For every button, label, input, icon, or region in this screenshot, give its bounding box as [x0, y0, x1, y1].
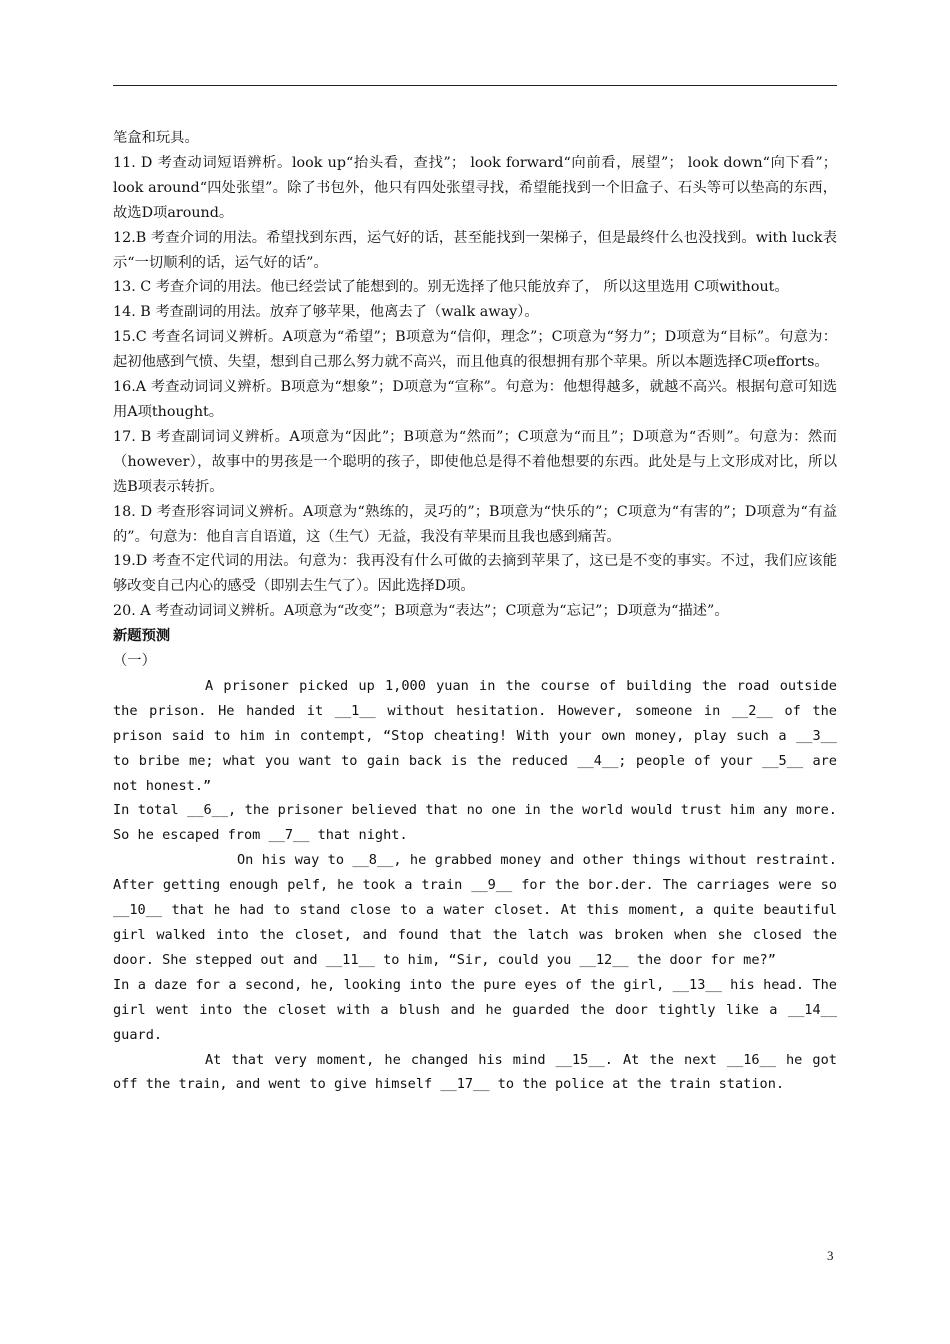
explanation-item-18: 18. D 考查形容词词义辨析。A项意为“熟练的，灵巧的”；B项意为“快乐的”；C项意为“有害的”；D项意为“有益的”。句意为：他自言自语道，这（生气）无益，我没有苹果而且我也感到痛苦。 [113, 503, 837, 545]
section-heading: 新题预测 [113, 628, 171, 645]
page-number: 3 [827, 1248, 834, 1263]
explanation-item-11: 11. D 考查动词短语辨析。look up“抬头看，查找”； look forward“向前看，展望”； look down“向下看”；look around“四处张望”。除了书包外，他只有四处张望寻找，希望能找到一个旧盒子、石头等可以垫高的东西， 故选D项around。 [113, 154, 837, 221]
explanation-item-19: 19.D 考查不定代词的用法。句意为：我再没有什么可做的去摘到苹果了，这已是不变的事实。不过，我们应该能够改变自己内心的感受（即别去生气了）。因此选择D项。 [113, 553, 837, 595]
section-subheading: （一） [113, 653, 156, 670]
explanation-item-20: 20. A 考查动词词义辨析。A项意为“改变”；B项意为“表达”；C项意为“忘记”；D项意为“描述”。 [113, 603, 729, 620]
passage-paragraph-5: At that very moment, he changed his mind __15__. At the next __16__ he got off the train, and went to give himself __17__ to the police at the train station. [113, 1051, 837, 1093]
explanation-item-15: 15.C 考查名词词义辨析。A项意为“希望”；B项意为“信仰，理念”；C项意为“努力”；D项意为“目标”。句意为：起初他感到气愤、失望，想到自己那么努力就不高兴，而且他真的很想拥有那个苹果。所以本题选择C项efforts。 [113, 329, 837, 371]
explanation-item-12: 12.B 考查介词的用法。希望找到东西，运气好的话，甚至能找到一架梯子，但是最终什么也没找到。with luck表示“一切顺利的话，运气好的话”。 [113, 229, 837, 271]
explanation-item-16: 16.A 考查动词词义辨析。B项意为“想象”；D项意为“宣称”。句意为：他想得越多，就越不高兴。根据句意可知选用A项thought。 [113, 379, 837, 420]
header-rule [113, 85, 837, 86]
explanation-item-13: 13. C 考查介词的用法。他已经尝试了能想到的。别无选择了他只能放弃了， 所以这里选用 C项without。 [113, 279, 789, 296]
page-content [113, 126, 837, 1097]
passage-paragraph-4: In a daze for a second, he, looking into the pure eyes of the girl, __13__ his head. The girl went into the closet with a blush and he guarded the door tightly like a __14__ guard. [113, 976, 837, 1043]
explanation-item-17: 17. B 考查副词词义辨析。A项意为“因此”；B项意为“然而”；C项意为“而且”；D项意为“否则”。句意为：然而（however），故事中的男孩是一个聪明的孩子，即使他总是得不着他想要的东西。此处是与上文形成对比，所以选B项表示转折。 [113, 428, 837, 495]
passage-paragraph-1: A prisoner picked up 1,000 yuan in the course of building the road outside the prison. He handed it __1__ without hesitation. However, someone in __2__ of the prison said to him in contempt, “Stop cheating! With your own money, play such a __3__ to bribe me; what you want to gain back is the reduced __4__; people of your __5__ are not honest.” [113, 677, 837, 794]
passage-paragraph-2: In total __6__, the prisoner believed that no one in the world would trust him any more. So he escaped from __7__ that night. [113, 802, 837, 844]
explanation-line: 笔盒和玩具。 [113, 130, 199, 146]
explanation-item-14: 14. B 考查副词的用法。放弃了够苹果，他离去了（walk away）。 [113, 304, 539, 321]
passage-paragraph-3: On his way to __8__, he grabbed money and other things without restraint. After getting enough pelf, he took a train __9__ for the bor.der. The carriages were so __10__ that he had to stand close to a water closet. At this moment, a quite beautiful girl walked into the closet, and found that the latch was broken when she closed the door. She stepped out and __11__ to him, “Sir, could you __12__ the door for me?” [113, 852, 837, 968]
